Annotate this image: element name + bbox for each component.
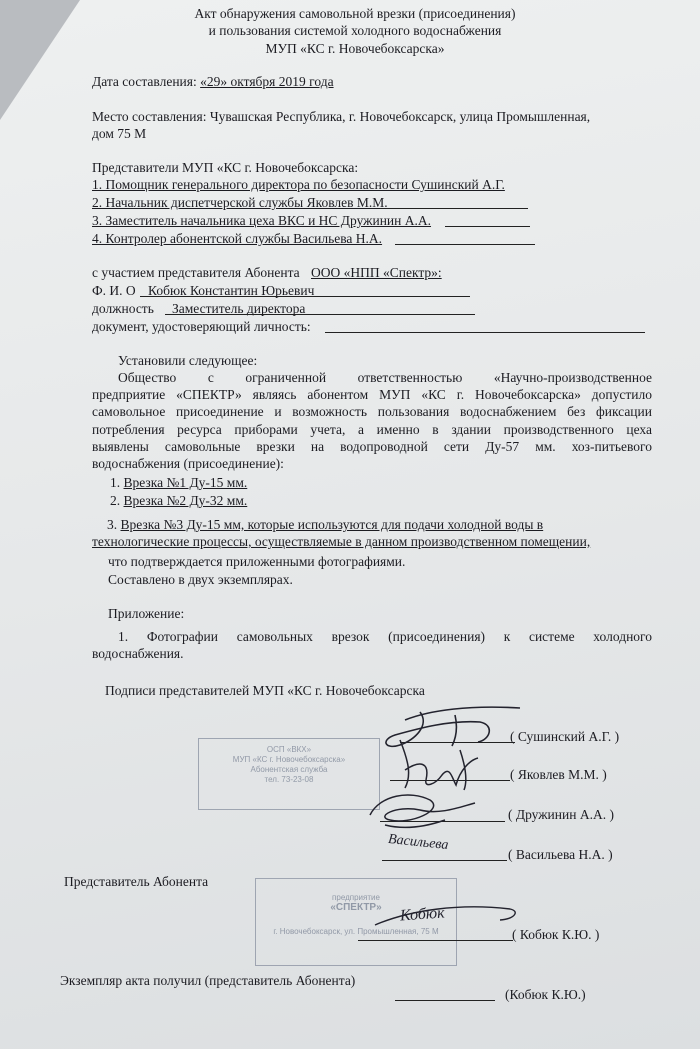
sig-name-3: ( Дружинин А.А. ): [508, 807, 614, 822]
spektr-stamp-line-2: «СПЕКТР»: [330, 902, 382, 913]
sig-name-4: ( Васильева Н.А. ): [508, 847, 613, 862]
place-label: Место составления:: [92, 109, 207, 124]
place-row: [92, 108, 647, 125]
mup-stamp-line-4: тел. 73-23-08: [264, 775, 314, 784]
document-label: документ, удостоверяющий личность:: [92, 319, 311, 334]
sig-name-1: ( Сушинский А.Г. ): [510, 729, 620, 744]
subscriber-row: [92, 264, 442, 281]
fio-line: [140, 296, 470, 297]
signatures-header: Подписи представителей МУП «КС г. Новочебоксарска: [105, 683, 425, 698]
subscriber-org: ООО «НПП «Спектр»:: [311, 265, 442, 280]
mup-stamp-line-2: МУП «КС г. Новочебоксарска»: [232, 755, 346, 764]
title-line-2: и пользования системой холодного водоснабжения: [208, 23, 502, 38]
findings-line-4: потребления ресурса приборами учета, а именно в здании производственного цеха: [92, 422, 652, 437]
position-value: Заместитель директора: [172, 301, 306, 316]
findings-line-3: самовольное присоединение и возможность пользования водоснабжением без фиксации: [92, 404, 652, 419]
place-value: Чувашская Республика, г. Новочебоксарск, улица Промышленная,: [209, 109, 591, 124]
signature-druzhinin: [350, 785, 500, 835]
insertion-3-continuation: технологические процессы, осуществляемые в данном производственном помещении,: [92, 534, 591, 549]
insertion-item-1: [110, 474, 247, 491]
position-label: должность: [92, 301, 154, 316]
sub-sig-line: [358, 940, 513, 941]
fio-label: Ф. И. О: [92, 283, 136, 298]
fio-value: Кобюк Константин Юрьевич: [148, 283, 315, 298]
copies-text: Составлено в двух экземплярах.: [108, 572, 293, 587]
rep-item-3: 3. Заместитель начальника цеха ВКС и НС Дружинин А.А.: [92, 213, 432, 228]
appendix-header: Приложение:: [108, 606, 185, 621]
appendix-line-2: водоснабжения.: [92, 646, 184, 661]
insertion-1-number: 1.: [110, 475, 121, 490]
mup-stamp-line-3: Абонентская служба: [250, 765, 328, 774]
date-value: «29» октября 2019 года: [200, 74, 334, 89]
date-row: [92, 73, 334, 90]
insertion-2-text: Врезка №2 Ду-32 мм.: [123, 493, 248, 508]
findings-line-2: предприятие «СПЕКТР» являясь абонентом МУП «КС г. Новочебоксарска» допустило: [92, 387, 652, 402]
findings-line-5: выявлены самовольные врезки на водопроводной сети Ду-57 мм. хоз-питьевого: [92, 439, 652, 454]
rep-item-2: 2. Начальник диспетчерской службы Яковлев М.М.: [92, 195, 388, 210]
date-label: Дата составления:: [92, 74, 197, 89]
findings-line-1: Общество с ограниченной ответственностью «Научно-производственное: [118, 370, 652, 385]
received-label: Экземпляр акта получил (представитель Абонента): [60, 973, 356, 988]
confirmed-text: что подтверждается приложенными фотографиями.: [108, 554, 406, 569]
findings-line-6: водоснабжения (присоединение):: [92, 456, 284, 471]
signature-kobyuk-mark: [370, 895, 530, 940]
received-line: [395, 1000, 495, 1001]
sub-sig-name: ( Кобюк К.Ю. ): [512, 927, 600, 942]
subscriber-with-label: с участием представителя Абонента: [92, 265, 300, 280]
signature-kobyuk: Кобюк: [399, 904, 446, 925]
title-line-3: МУП «КС г. Новочебоксарска»: [265, 41, 445, 56]
position-line: [165, 314, 475, 315]
sig-line-4: [382, 860, 507, 861]
insertion-item-2: [110, 492, 247, 509]
spektr-stamp-line-3: г. Новочебоксарск, ул. Промышленная, 75 М: [273, 927, 439, 936]
spektr-stamp-line-1: предприятие: [332, 893, 380, 902]
title-line-1: Акт обнаружения самовольной врезки (присоединения): [194, 6, 516, 21]
reps-header: Представители МУП «КС г. Новочебоксарска:: [92, 160, 359, 175]
insertion-3-number: 3.: [107, 517, 118, 532]
appendix-line-1: 1. Фотографии самовольных врезок (присоединения) к системе холодного: [118, 629, 652, 644]
rep-line-3: [445, 226, 530, 227]
mup-stamp-line-1: ОСП «ВКХ»: [266, 745, 312, 754]
place-line-2: дом 75 М: [92, 126, 147, 141]
rep-item-1: 1. Помощник генерального директора по безопасности Сушинский А.Г.: [92, 177, 505, 192]
received-name: (Кобюк К.Ю.): [505, 987, 586, 1002]
sig-name-2: ( Яковлев М.М. ): [510, 767, 607, 782]
insertion-3-text: Врезка №3 Ду-15 мм, которые используются для подачи холодной воды в: [120, 517, 544, 532]
folded-corner: [0, 0, 80, 120]
findings-header: Установили следующее:: [118, 353, 258, 368]
rep-line-4: [395, 244, 535, 245]
insertion-item-3: [107, 516, 543, 533]
insertion-1-text: Врезка №1 Ду-15 мм.: [123, 475, 248, 490]
signature-vasilyeva: Васильева: [387, 831, 450, 854]
insertion-2-number: 2.: [110, 493, 121, 508]
document-line: [325, 332, 645, 333]
rep-line-2: [380, 208, 528, 209]
rep-item-4: 4. Контролер абонентской службы Васильева Н.А.: [92, 231, 383, 246]
subscriber-rep-label: Представитель Абонента: [64, 874, 209, 889]
